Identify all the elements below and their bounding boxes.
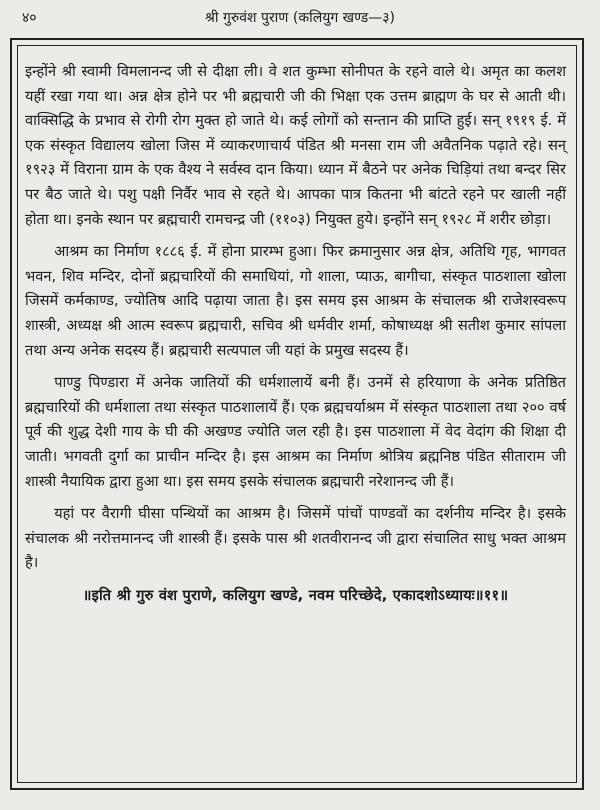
paragraph-2: आश्रम का निर्माण १८८६ ई. में होना प्रारम्भ हुआ। फिर क्रमानुसार अन्न क्षेत्र, अतिथि गृह, भागवत भवन, शिव मन्दिर, दोनों ब्रह्मचारियों की समाधियां, गो शाला, प्याऊ, बागीचा, संस्कृत पाठशाला खोला जिसमें कर्मकाण्ड, ज्योतिष आदि पढ़ाया जाता है। इस समय इस आश्रम के संचालक श्री राजेशस्वरूप शास्त्री, अध्यक्ष श्री आत्म स्वरूप ब्रह्मचारी, सचिव श्री धर्मवीर शर्मा, कोषाध्यक्ष श्री सतीश कुमार सांपला तथा अन्य अनेक सदस्य हैं। ब्रह्मचारी सत्यपाल जी यहां के प्रमुख सदस्य हैं। [25,243,566,359]
paragraph-1: इन्होंने श्री स्वामी विमलानन्द जी से दीक्षा ली। वे शत कुम्भा सोनीपत के रहने वाले थे। अमृत का कलश यहीं रखा गया था। अन्न क्षेत्र होने पर भी ब्रह्मचारी जी की भिक्षा एक उत्तम ब्राह्मण के घर से आती थी। वाक्सिद्धि के प्रभाव से रोगी रोग मुक्त हो जाते थे। कई लोगों को सन्तान की प्राप्ति हुई। सन् १९१९ ई. में एक संस्कृत विद्यालय खोला जिस में व्याकरणाचार्य पंडित श्री मनसा राम जी अवैतनिक पढ़ाते रहे। सन् १९२३ में विराना ग्राम के एक वैश्य ने सर्वस्व दान किया। ध्यान में बैठने पर अनेक चिड़ियां तथा बन्दर सिर पर बैठ जाते थे। पशु पक्षी निर्वैर भाव से रहते थे। आपका पात्र कितना भी बांटते रहने पर खाली नहीं होता था। इनके स्थान पर ब्रह्मचारी रामचन्द्र जी (११०३) नियुक्त हुये। इन्होंने सन् १९२८ में शरीर छोड़ा। [25,63,566,228]
page-number: ४० [22,10,37,26]
page-body [25,60,566,608]
paragraph-4: यहां पर वैरागी घीसा पन्थियों का आश्रम है। जिसमें पांचों पाण्डवों का दर्शनीय मन्दिर है। इसके संचालक श्री नरोत्तमानन्द जी शास्त्री हैं। इसके पास श्री शतवीरानन्द जी द्वारा संचालित साधु भक्त आश्रम है। [25,505,566,572]
running-title: श्री गुरुवंश पुराण (कलियुग खण्ड—३) [205,10,395,26]
paragraph-3: पाण्डु पिण्डारा में अनेक जातियों की धर्मशालायें बनी हैं। उनमें से हरियाणा के अनेक प्रतिष्ठित ब्रह्मचारियों की धर्मशाला तथा संस्कृत पाठशालायें हैं। एक ब्रह्मचर्याश्रम में संस्कृत पाठशाला तथा २०० वर्ष पूर्व की शुद्ध देशी गाय के घी की अखण्ड ज्योति जल रही है। इस पाठशाला में वेद वेदांग की शिक्षा दी जाती। भगवती दुर्गा का प्राचीन मन्दिर है। इस आश्रम का निर्माण श्रोत्रिय ब्रह्मनिष्ठ पंडित सीताराम जी शास्त्री नैयायिक द्वारा हुआ था। इस समय इसके संचालक ब्रह्मचारी नरेशानन्द जी हैं। [25,374,566,490]
chapter-colophon: ॥इति श्री गुरु वंश पुराणे, कलियुग खण्डे, नवम परिच्छेदे, एकादशोऽध्यायः॥११॥ [82,586,509,604]
page-header [0,0,600,34]
